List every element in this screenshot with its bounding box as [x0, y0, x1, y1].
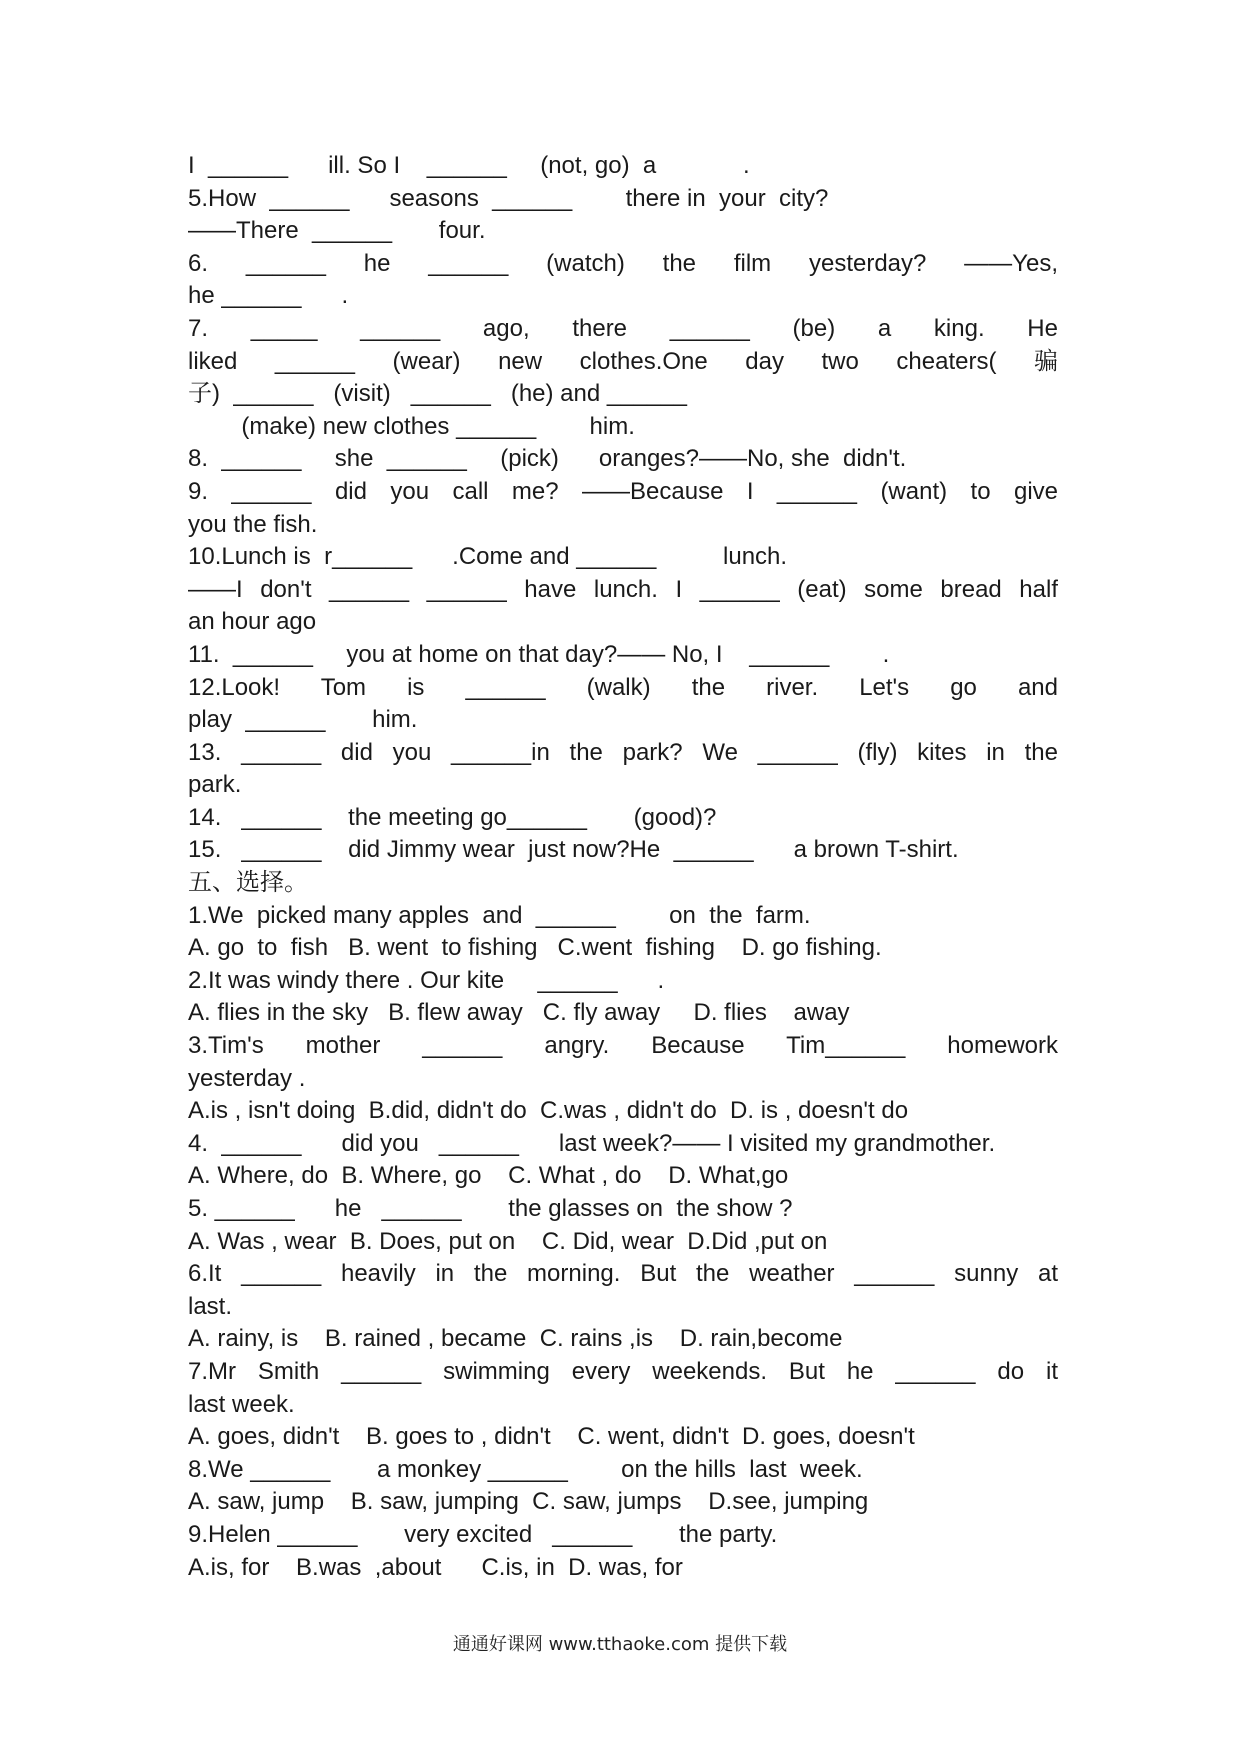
text-line: 9.Helen ______ very excited ______ the party. [188, 1520, 778, 1548]
text-line: 6. ______ he ______ (watch) the film yesterday? ——Yes, [188, 249, 1058, 277]
text-line: 7.Mr Smith ______ swimming every weekends. But he ______ do it [188, 1357, 1058, 1385]
text-line: 8. ______ she ______ (pick) oranges?——No, she didn't. [188, 445, 907, 473]
text-line: 12.Look! Tom is ______ (walk) the river. Let's go and [188, 673, 1058, 701]
text-line: 1.We picked many apples and ______ on the farm. [188, 901, 811, 929]
text-line: liked ______ (wear) new clothes.One day two cheaters( 骗 [188, 347, 1058, 375]
page-footer: 通通好课网 www.tthaoke.com 提供下载 [452, 1634, 788, 1655]
text-line: A. rainy, is B. rained , became C. rains ,is D. rain,become [188, 1325, 843, 1353]
text-line: 7. _____ ______ ago, there ______ (be) a king. He [188, 314, 1058, 342]
text-line: ——There ______ four. [188, 217, 486, 245]
text-line: A.is, for B.was ,about C.is, in D. was, for [188, 1553, 683, 1581]
text-line: 6.It ______ heavily in the morning. But the weather ______ sunny at [188, 1260, 1058, 1288]
text-line: park. [188, 771, 242, 799]
text-line: 5. ______ he ______ the glasses on the show ? [188, 1195, 793, 1222]
text-line: yesterday . [188, 1064, 306, 1092]
text-line: 2.It was windy there . Our kite ______ . [188, 966, 665, 994]
text-line: an hour ago [188, 608, 317, 636]
text-line: A. Where, do B. Where, go C. What , do D. What,go [188, 1162, 789, 1190]
section-heading: 五、选择。 [188, 869, 308, 897]
text-line: A. go to fish B. went to fishing C.went fishing D. go fishing. [188, 934, 882, 962]
text-line: A. saw, jump B. saw, jumping C. saw, jumps D.see, jumping [188, 1488, 869, 1516]
text-line: play ______ him. [188, 706, 418, 734]
text-line: 10.Lunch is r______ .Come and ______ lunch. [188, 543, 788, 571]
text-line: he ______ . [188, 282, 349, 310]
text-line: A. goes, didn't B. goes to , didn't C. went, didn't D. goes, doesn't [188, 1423, 915, 1451]
text-line: A.is , isn't doing B.did, didn't do C.was , didn't do D. is , doesn't do [188, 1097, 909, 1125]
text-line: ——I don't ______ ______ have lunch. I ______ (eat) some bread half [188, 575, 1058, 603]
text-line: 5.How ______ seasons ______ there in your city? [188, 184, 829, 212]
text-line: I ______ ill. So I ______ (not, go) a . [188, 152, 750, 179]
text-line: 8.We ______ a monkey ______ on the hills last week. [188, 1455, 863, 1483]
text-line: 13. ______ did you ______in the park? We ______ (fly) kites in the [188, 738, 1058, 766]
worksheet-body [188, 150, 1058, 1584]
text-line: last week. [188, 1390, 295, 1418]
text-line: A. Was , wear B. Does, put on C. Did, wear D.Did ,put on [188, 1227, 828, 1255]
text-line: 子) ______ (visit) ______ (he) and ______ [188, 380, 687, 408]
text-line: 3.Tim's mother ______ angry. Because Tim______ homework [188, 1032, 1058, 1060]
text-line: you the fish. [188, 510, 318, 538]
text-line: 9. ______ did you call me? ——Because I ______ (want) to give [188, 477, 1058, 505]
text-line: 11. ______ you at home on that day?—— No, I ______ . [188, 640, 890, 668]
text-line: 4. ______ did you ______ last week?—— I visited my grandmother. [188, 1129, 996, 1157]
text-line: 15. ______ did Jimmy wear just now?He ______ a brown T-shirt. [188, 836, 959, 864]
text-line: (make) new clothes ______ him. [188, 412, 635, 440]
text-line: 14. ______ the meeting go______ (good)? [188, 803, 717, 831]
text-line: last. [188, 1292, 233, 1320]
text-line: A. flies in the sky B. flew away C. fly away D. flies away [188, 999, 850, 1027]
